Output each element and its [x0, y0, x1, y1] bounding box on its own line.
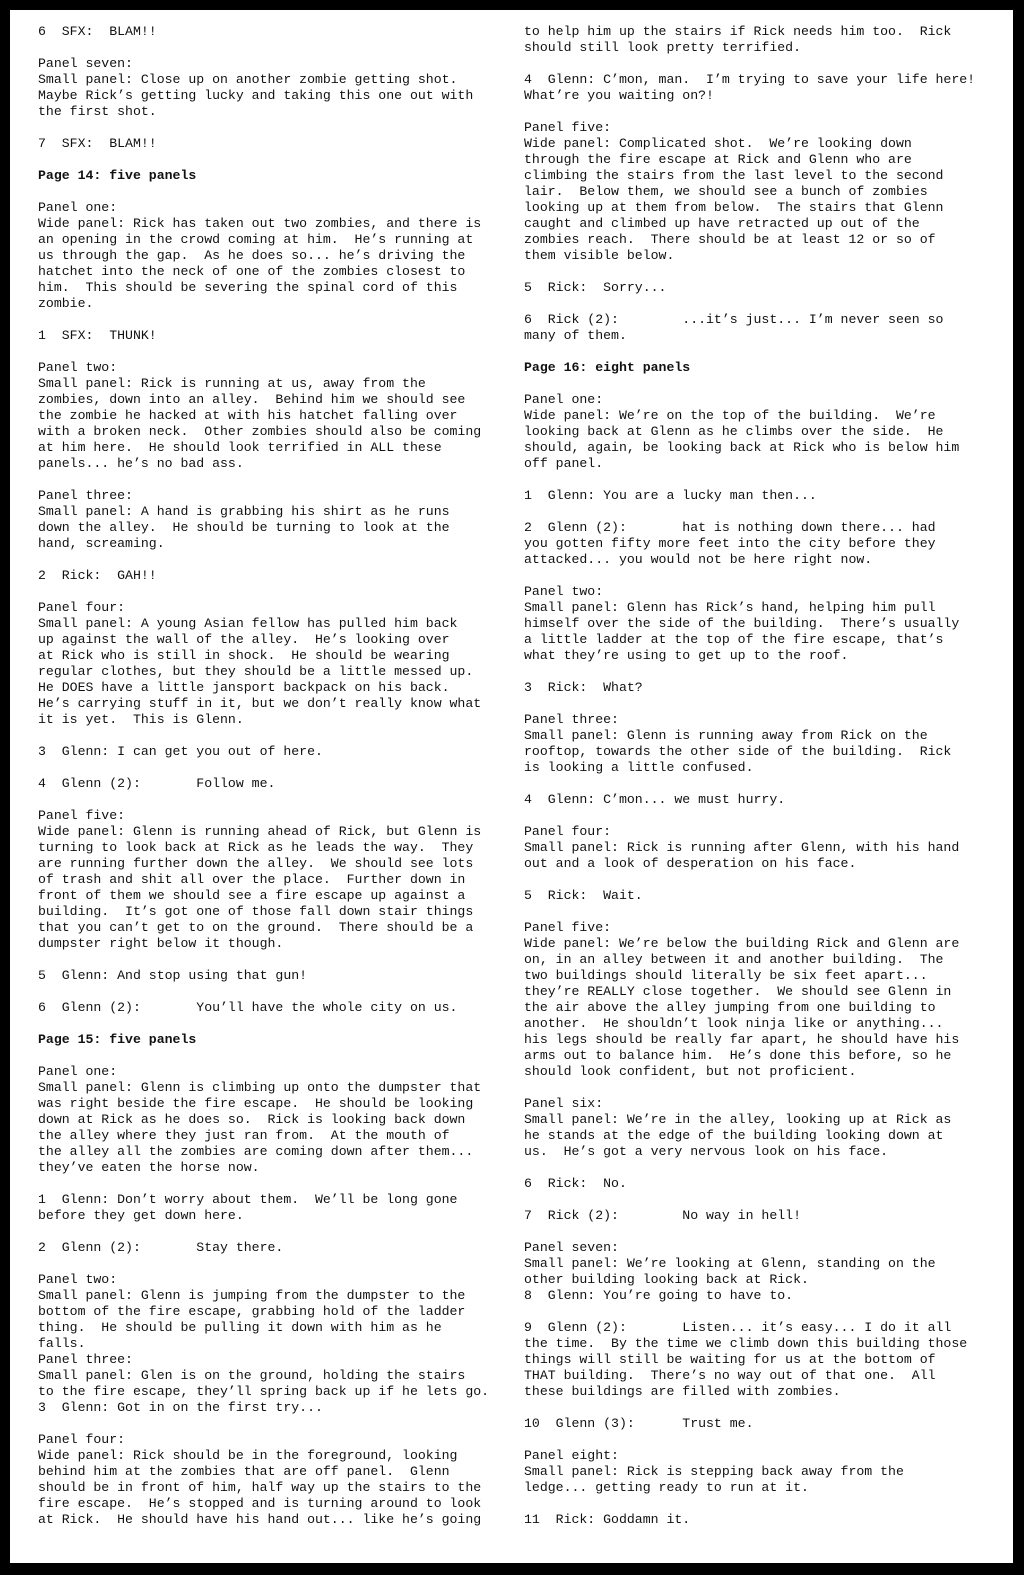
- script-line: [38, 552, 489, 568]
- script-line: Small panel: Glenn is climbing up onto the dumpster that: [38, 1080, 482, 1095]
- script-line: through the fire escape at Rick and Glenn who are: [524, 152, 912, 167]
- script-line: Panel one:: [38, 1064, 118, 1079]
- script-line: dumpster right below it though.: [38, 936, 284, 951]
- script-line: [524, 472, 975, 488]
- script-line: [38, 1048, 489, 1064]
- script-line: lair. Below them, we should see a bunch of zombies: [524, 184, 928, 199]
- script-line: at Rick. He should have his hand out... like he’s going: [38, 1512, 482, 1527]
- script-line: thing. He should be pulling it down with him as he: [38, 1320, 442, 1335]
- script-line: Panel two:: [524, 584, 604, 599]
- script-line: 5 Rick: Wait.: [524, 888, 643, 903]
- script-line: [38, 1176, 489, 1192]
- script-line: Panel one:: [38, 200, 118, 215]
- script-line: 3 Glenn: Got in on the first try...: [38, 1400, 323, 1415]
- script-line: [524, 56, 975, 72]
- script-line: bottom of the fire escape, grabbing hold of the ladder: [38, 1304, 466, 1319]
- script-line: 2 Rick: GAH!!: [38, 568, 157, 583]
- script-line: us through the gap. As he does so... he’s driving the: [38, 248, 466, 263]
- script-line: building. It’s got one of those fall down stair things: [38, 904, 474, 919]
- script-line: [38, 152, 489, 168]
- script-line: Small panel: Rick is stepping back away from the: [524, 1464, 904, 1479]
- script-line: [524, 1160, 975, 1176]
- script-line: is looking a little confused.: [524, 760, 754, 775]
- script-line: should, again, be looking back at Rick who is below him: [524, 440, 960, 455]
- script-line: [524, 1400, 975, 1416]
- script-line: [38, 984, 489, 1000]
- script-line: that you can’t get to on the ground. There should be a: [38, 920, 474, 935]
- left-column: [38, 24, 489, 1528]
- script-line: hatchet into the neck of one of the zombies closest to: [38, 264, 466, 279]
- script-line: 6 Rick (2): ...it’s just... I’m never seen so: [524, 312, 944, 327]
- script-line: [524, 664, 975, 680]
- script-line: Panel three:: [38, 488, 133, 503]
- page-heading: Page 14: five panels: [38, 168, 197, 183]
- script-line: THAT building. There’s no way out of that one. All: [524, 1368, 936, 1383]
- script-line: should be in front of him, half way up the stairs to the: [38, 1480, 482, 1495]
- script-line: Small panel: A hand is grabbing his shirt as he runs: [38, 504, 450, 519]
- script-line: Small panel: We’re looking at Glenn, standing on the: [524, 1256, 936, 1271]
- script-line: Panel two:: [38, 360, 118, 375]
- script-line: [38, 120, 489, 136]
- script-line: [524, 1224, 975, 1240]
- script-line: [524, 504, 975, 520]
- script-line: 1 Glenn: You are a lucky man then...: [524, 488, 817, 503]
- script-line: things will still be waiting for us at the bottom of: [524, 1352, 936, 1367]
- script-line: Small panel: Rick is running after Glenn, with his hand: [524, 840, 960, 855]
- script-line: the air above the alley jumping from one building to: [524, 1000, 936, 1015]
- script-line: they’re REALLY close together. We should see Glenn in: [524, 984, 952, 999]
- script-line: [524, 1192, 975, 1208]
- script-line: Panel one:: [524, 392, 604, 407]
- script-line: front of them we should see a fire escape up against a: [38, 888, 466, 903]
- script-line: 5 Rick: Sorry...: [524, 280, 667, 295]
- script-line: two buildings should literally be six feet apart...: [524, 968, 928, 983]
- script-line: [38, 40, 489, 56]
- script-line: what they’re using to get up to the roof.: [524, 648, 849, 663]
- script-line: 8 Glenn: You’re going to have to.: [524, 1288, 794, 1303]
- script-line: [38, 312, 489, 328]
- script-line: [524, 104, 975, 120]
- script-line: [524, 376, 975, 392]
- script-line: the first shot.: [38, 104, 157, 119]
- page-heading: Page 15: five panels: [38, 1032, 197, 1047]
- script-line: [524, 344, 975, 360]
- script-line: Panel three:: [524, 712, 619, 727]
- script-line: He DOES have a little jansport backpack on his back.: [38, 680, 450, 695]
- script-line: looking up at them from below. The stairs that Glenn: [524, 200, 944, 215]
- script-line: should look confident, but not proficient.: [524, 1064, 857, 1079]
- script-line: [38, 472, 489, 488]
- script-line: Panel two:: [38, 1272, 118, 1287]
- script-line: him. This should be severing the spinal cord of this: [38, 280, 458, 295]
- script-line: [524, 808, 975, 824]
- script-line: [38, 1224, 489, 1240]
- script-line: [524, 904, 975, 920]
- script-line: Panel seven:: [524, 1240, 619, 1255]
- script-line: Small panel: Glenn is jumping from the dumpster to the: [38, 1288, 466, 1303]
- script-line: [38, 728, 489, 744]
- script-line: 5 Glenn: And stop using that gun!: [38, 968, 308, 983]
- script-line: Maybe Rick’s getting lucky and taking this one out with: [38, 88, 474, 103]
- script-line: Panel eight:: [524, 1448, 619, 1463]
- script-line: Panel four:: [38, 600, 126, 615]
- script-line: they’ve eaten the horse now.: [38, 1160, 260, 1175]
- script-line: [524, 568, 975, 584]
- script-line: Panel four:: [524, 824, 612, 839]
- script-line: He’s carrying stuff in it, but we don’t really know what: [38, 696, 482, 711]
- script-line: Wide panel: Rick should be in the foreground, looking: [38, 1448, 458, 1463]
- script-line: zombie.: [38, 296, 94, 311]
- script-line: zombies, down into an alley. Behind him we should see: [38, 392, 466, 407]
- script-line: [38, 792, 489, 808]
- script-line: 3 Glenn: I can get you out of here.: [38, 744, 323, 759]
- script-line: Small panel: A young Asian fellow has pulled him back: [38, 616, 458, 631]
- script-line: these buildings are filled with zombies.: [524, 1384, 841, 1399]
- script-line: off panel.: [524, 456, 604, 471]
- script-line: down at Rick as he does so. Rick is looking back down: [38, 1112, 466, 1127]
- script-line: to help him up the stairs if Rick needs him too. Rick: [524, 24, 952, 39]
- script-line: [524, 696, 975, 712]
- script-line: [38, 1256, 489, 1272]
- right-column: [524, 24, 975, 1528]
- script-line: 11 Rick: Goddamn it.: [524, 1512, 691, 1527]
- script-line: Wide panel: We’re on the top of the building. We’re: [524, 408, 936, 423]
- script-line: you gotten fifty more feet into the city before they: [524, 536, 936, 551]
- script-line: Panel six:: [524, 1096, 604, 1111]
- script-line: [524, 264, 975, 280]
- script-line: regular clothes, but they should be a little messed up.: [38, 664, 474, 679]
- script-line: of trash and shit all over the place. Further down in: [38, 872, 466, 887]
- script-line: Small panel: Rick is running at us, away from the: [38, 376, 426, 391]
- script-line: 7 Rick (2): No way in hell!: [524, 1208, 801, 1223]
- script-line: 2 Glenn (2): Stay there.: [38, 1240, 284, 1255]
- script-line: the alley all the zombies are coming down after them...: [38, 1144, 474, 1159]
- script-line: 6 Glenn (2): You’ll have the whole city on us.: [38, 1000, 458, 1015]
- script-page: [10, 10, 1013, 1563]
- script-line: 6 Rick: No.: [524, 1176, 627, 1191]
- script-line: [38, 760, 489, 776]
- script-line: Small panel: Glenn is running away from Rick on the: [524, 728, 928, 743]
- script-line: [38, 952, 489, 968]
- script-line: 9 Glenn (2): Listen... it’s easy... I do it all: [524, 1320, 952, 1335]
- script-line: out and a look of desperation on his face.: [524, 856, 857, 871]
- script-line: with a broken neck. Other zombies should also be coming: [38, 424, 482, 439]
- script-line: another. He shouldn’t look ninja like or anything...: [524, 1016, 944, 1031]
- script-line: 3 Rick: What?: [524, 680, 643, 695]
- script-line: falls.: [38, 1336, 86, 1351]
- script-line: [38, 184, 489, 200]
- script-line: Panel five:: [38, 808, 126, 823]
- script-line: [524, 296, 975, 312]
- script-line: himself over the side of the building. There’s usually: [524, 616, 960, 631]
- script-line: the zombie he hacked at with his hatchet falling over: [38, 408, 458, 423]
- script-line: panels... he’s no bad ass.: [38, 456, 244, 471]
- script-line: arms out to balance him. He’s done this before, so he: [524, 1048, 952, 1063]
- script-line: the alley where they just ran from. At the mouth of: [38, 1128, 450, 1143]
- script-line: 4 Glenn (2): Follow me.: [38, 776, 276, 791]
- script-line: he stands at the edge of the building looking down at: [524, 1128, 944, 1143]
- script-line: rooftop, towards the other side of the building. Rick: [524, 744, 952, 759]
- script-line: [524, 1080, 975, 1096]
- script-line: on, in an alley between it and another building. The: [524, 952, 944, 967]
- script-line: [38, 344, 489, 360]
- script-line: us. He’s got a very nervous look on his face.: [524, 1144, 889, 1159]
- script-line: Panel seven:: [38, 56, 133, 71]
- script-line: Panel five:: [524, 920, 612, 935]
- script-line: many of them.: [524, 328, 627, 343]
- script-line: looking back at Glenn as he climbs over the side. He: [524, 424, 944, 439]
- script-line: at him here. He should look terrified in ALL these: [38, 440, 442, 455]
- script-line: [524, 776, 975, 792]
- script-line: are running further down the alley. We should see lots: [38, 856, 474, 871]
- script-line: [38, 584, 489, 600]
- script-line: was right beside the fire escape. He should be looking: [38, 1096, 474, 1111]
- script-line: [524, 1432, 975, 1448]
- script-line: Panel three:: [38, 1352, 133, 1367]
- script-line: 10 Glenn (3): Trust me.: [524, 1416, 754, 1431]
- script-line: 4 Glenn: C’mon, man. I’m trying to save your life here!: [524, 72, 976, 87]
- script-line: down the alley. He should be turning to look at the: [38, 520, 450, 535]
- script-line: zombies reach. There should be at least 12 or so of: [524, 232, 936, 247]
- script-line: [524, 872, 975, 888]
- script-line: caught and climbed up have retracted up out of the: [524, 216, 920, 231]
- script-line: Panel four:: [38, 1432, 126, 1447]
- script-line: 4 Glenn: C’mon... we must hurry.: [524, 792, 786, 807]
- script-line: attacked... you would not be here right now.: [524, 552, 873, 567]
- script-line: his legs should be really far apart, he should have his: [524, 1032, 960, 1047]
- script-line: [38, 1016, 489, 1032]
- script-line: Small panel: Close up on another zombie getting shot.: [38, 72, 458, 87]
- script-line: them visible below.: [524, 248, 675, 263]
- script-line: turning to look back at Rick as he leads the way. They: [38, 840, 474, 855]
- script-line: should still look pretty terrified.: [524, 40, 801, 55]
- script-line: 2 Glenn (2): hat is nothing down there... had: [524, 520, 936, 535]
- script-line: before they get down here.: [38, 1208, 244, 1223]
- script-line: the time. By the time we climb down this building those: [524, 1336, 968, 1351]
- script-line: [524, 1496, 975, 1512]
- script-line: What’re you waiting on?!: [524, 88, 714, 103]
- script-line: climbing the stairs from the last level to the second: [524, 168, 944, 183]
- script-line: Wide panel: Complicated shot. We’re looking down: [524, 136, 912, 151]
- script-line: up against the wall of the alley. He’s looking over: [38, 632, 450, 647]
- script-line: Small panel: We’re in the alley, looking up at Rick as: [524, 1112, 952, 1127]
- script-line: it is yet. This is Glenn.: [38, 712, 244, 727]
- script-line: to the fire escape, they’ll spring back up if he lets go.: [38, 1384, 490, 1399]
- script-line: [524, 1304, 975, 1320]
- script-line: behind him at the zombies that are off panel. Glenn: [38, 1464, 450, 1479]
- script-line: [38, 1416, 489, 1432]
- script-line: other building looking back at Rick.: [524, 1272, 809, 1287]
- script-line: 7 SFX: BLAM!!: [38, 136, 157, 151]
- script-line: at Rick who is still in shock. He should be wearing: [38, 648, 450, 663]
- script-line: Wide panel: We’re below the building Rick and Glenn are: [524, 936, 960, 951]
- script-line: an opening in the crowd coming at him. He’s running at: [38, 232, 474, 247]
- script-line: ledge... getting ready to run at it.: [524, 1480, 809, 1495]
- script-line: Wide panel: Glenn is running ahead of Rick, but Glenn is: [38, 824, 482, 839]
- script-line: 1 Glenn: Don’t worry about them. We’ll be long gone: [38, 1192, 458, 1207]
- script-line: Wide panel: Rick has taken out two zombies, and there is: [38, 216, 482, 231]
- script-line: 6 SFX: BLAM!!: [38, 24, 157, 39]
- script-line: a little ladder at the top of the fire escape, that’s: [524, 632, 944, 647]
- script-line: Small panel: Glen is on the ground, holding the stairs: [38, 1368, 466, 1383]
- script-line: Small panel: Glenn has Rick’s hand, helping him pull: [524, 600, 936, 615]
- script-line: fire escape. He’s stopped and is turning around to look: [38, 1496, 482, 1511]
- script-line: Panel five:: [524, 120, 612, 135]
- script-line: hand, screaming.: [38, 536, 165, 551]
- script-line: 1 SFX: THUNK!: [38, 328, 157, 343]
- page-heading: Page 16: eight panels: [524, 360, 691, 375]
